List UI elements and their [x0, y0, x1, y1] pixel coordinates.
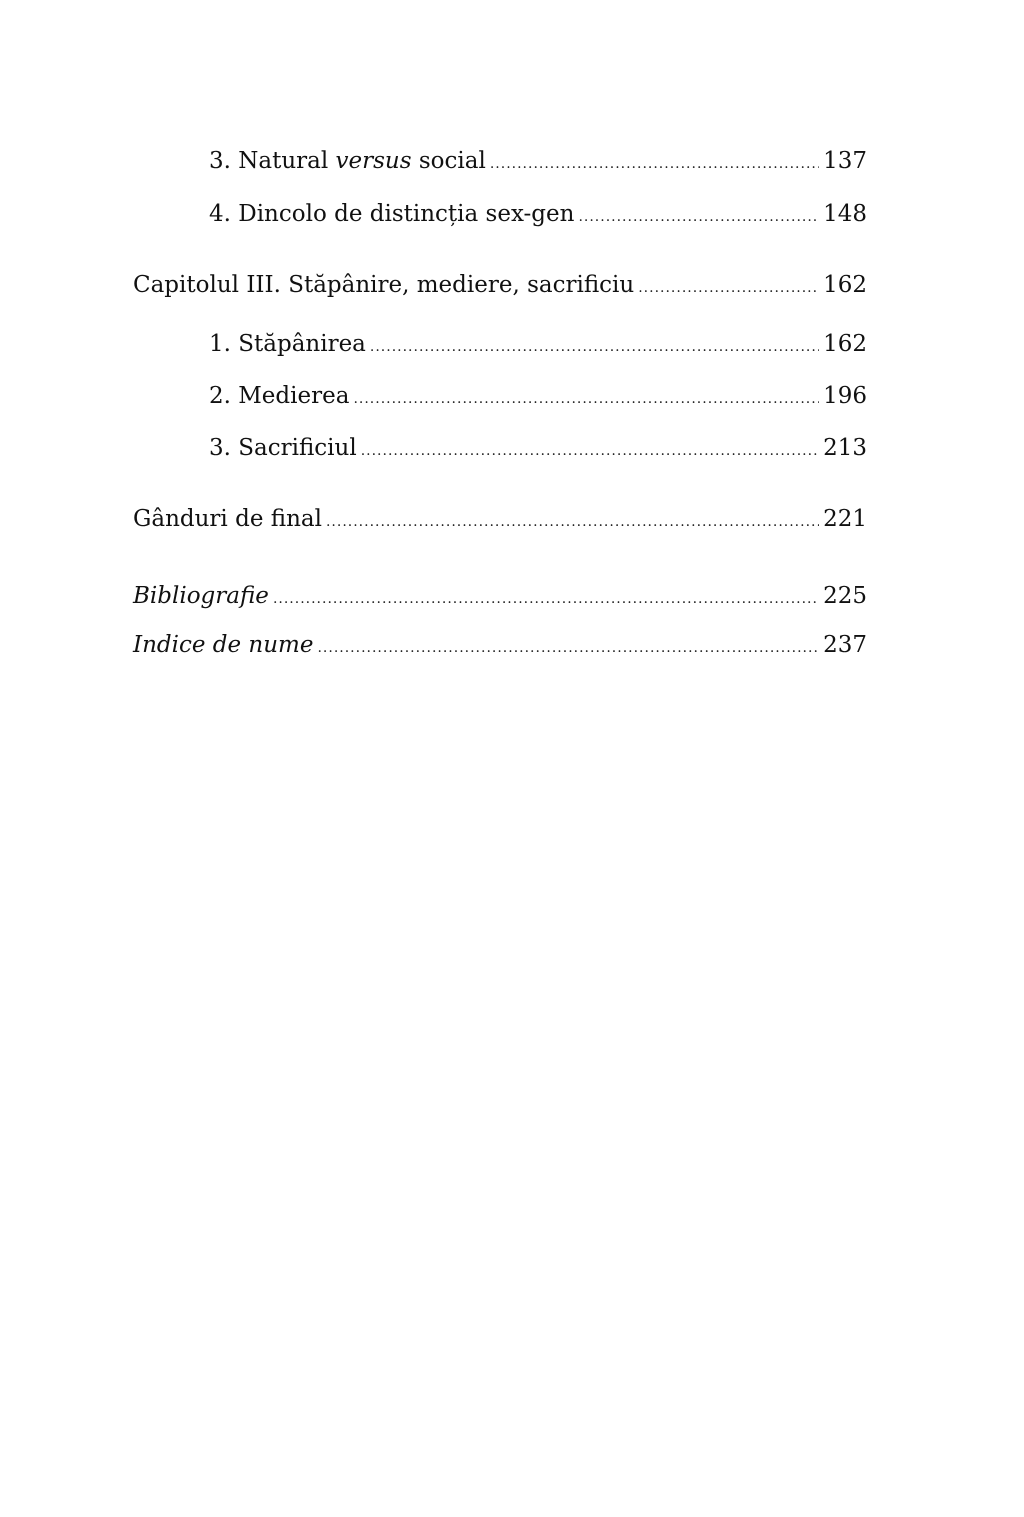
toc-page-number: 196 [823, 383, 867, 409]
dot-leader [353, 384, 819, 414]
dot-leader [578, 202, 819, 232]
toc-page-number: 237 [823, 632, 867, 658]
dot-leader [361, 436, 819, 466]
dot-leader [370, 332, 819, 362]
toc-entry-ganduri-de-final[interactable] [133, 504, 867, 537]
toc-entry-title: Capitolul III. Stăpânire, mediere, sacrificiu [133, 272, 635, 298]
toc-entry-title: 2. Medierea [209, 383, 350, 409]
toc-page-number: 148 [823, 201, 867, 227]
toc-entry-title: Bibliografie [133, 583, 269, 609]
toc-title-part: 3. Natural [209, 148, 336, 174]
toc-entry-sacrificiul[interactable] [209, 433, 867, 466]
toc-entry-title [209, 146, 486, 176]
toc-entry-natural-versus-social[interactable] [209, 146, 867, 179]
toc-entry-capitolul-iii[interactable] [133, 270, 867, 303]
toc-entry-stapanirea[interactable] [209, 329, 867, 362]
dot-leader [326, 507, 819, 537]
toc-entry-title: 4. Dincolo de distincția sex-gen [209, 201, 575, 227]
toc-entry-title: Gânduri de final [133, 506, 322, 532]
toc-page-number: 213 [823, 435, 867, 461]
toc-page-number: 225 [823, 583, 867, 609]
toc-entry-dincolo-de-distinctia[interactable] [209, 199, 867, 232]
toc-entry-bibliografie[interactable] [133, 581, 867, 614]
toc-page-number: 137 [823, 148, 867, 174]
dot-leader [490, 149, 819, 179]
dot-leader [638, 273, 819, 303]
toc-title-italic-part: versus [335, 148, 412, 174]
toc-entry-medierea[interactable] [209, 381, 867, 414]
dot-leader [273, 584, 819, 614]
toc-page-number: 162 [823, 272, 867, 298]
dot-leader [317, 633, 819, 663]
toc-entry-title: 3. Sacrificiul [209, 435, 357, 461]
toc-entry-indice-de-nume[interactable] [133, 630, 867, 663]
toc-entry-title: 1. Stăpânirea [209, 331, 366, 357]
toc-entry-title: Indice de nume [133, 632, 314, 658]
toc-page-number: 221 [823, 506, 867, 532]
toc-page-number: 162 [823, 331, 867, 357]
toc-title-part: social [411, 148, 486, 174]
